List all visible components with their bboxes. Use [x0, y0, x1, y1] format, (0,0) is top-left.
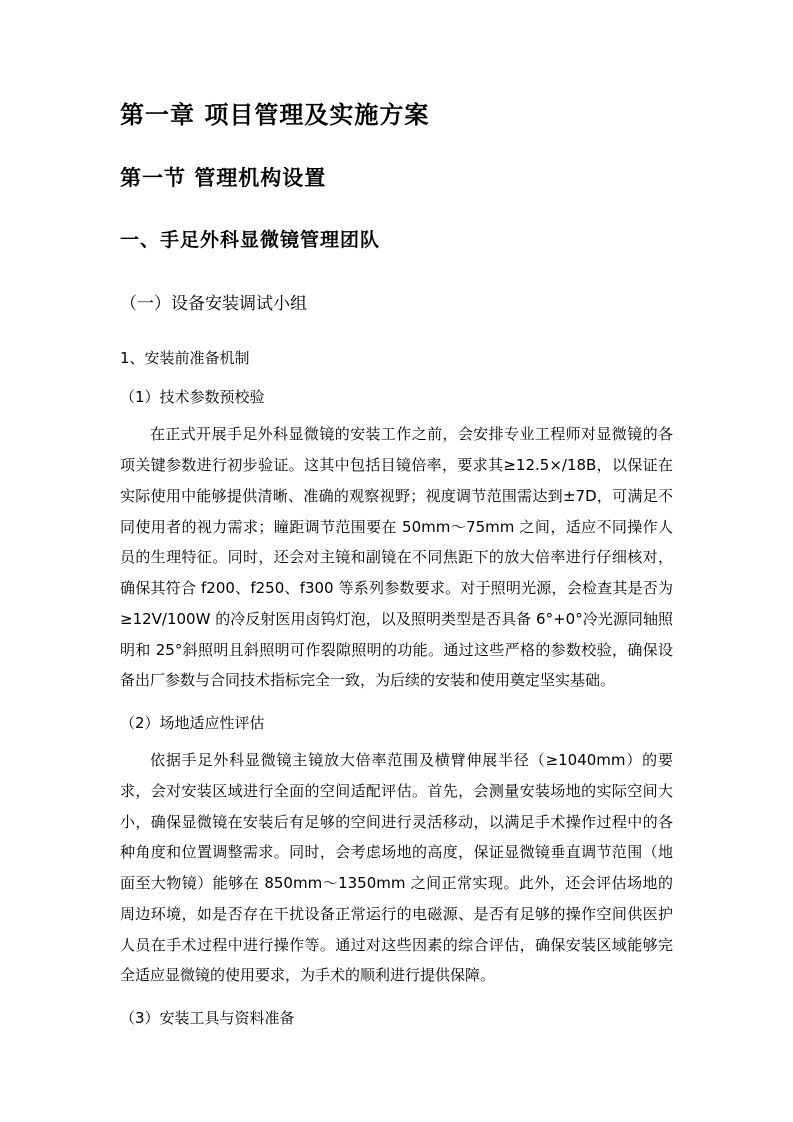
- paragraph-technical-parameters: 在正式开展手足外科显微镜的安装工作之前，会安排专业工程师对显微镜的各项关键参数进行初步验证。这其中包括目镜倍率，要求其≥12.5×/18B，以保证在实际使用中能够提供清晰、准确的观察视野；视度调节范围需达到±7D，可满足不同使用者的视力需求；瞳距调节范围要在 50mm～75mm 之间，适应不同操作人员的生理特征。同时，还会对主镜和副镜在不同焦距下的放大倍率进行仔细核对，确保其符合 f200、f250、f300 等系列参数要求。对于照明光源，会检查其是否为≥12V/100W 的冷反射医用卤钨灯泡，以及照明类型是否具备 6°+0°冷光源同轴照明和 25°斜照明且斜照明可作裂隙照明的功能。通过这些严格的参数校验，确保设备出厂参数与合同技术指标完全一致，为后续的安装和使用奠定坚实基础。: [120, 425, 673, 690]
- subsection-title: 一、手足外科显微镜管理团队: [120, 229, 381, 252]
- paragraph-site-assessment: 依据手足外科显微镜主镜放大倍率范围及横臂伸展半径（≥1040mm）的要求，会对安装区域进行全面的空间适配评估。首先，会测量安装场地的实际空间大小，确保显微镜在安装后有足够的空间进行灵活移动，以满足手术操作过程中的各种角度和位置调整需求。同时，会考虑场地的高度，保证显微镜垂直调节范围（地面至大物镜）能够在 850mm～1350mm 之间正常实现。此外，还会评估场地的周边环境，如是否存在干扰设备正常运行的电磁源、是否有足够的操作空间供医护人员在手术过程中进行操作等。通过对这些因素的综合评估，确保安装区域能够完全适应显微镜的使用要求，为手术的顺利进行提供保障。: [120, 751, 673, 985]
- point-3-title: （3）安装工具与资料准备: [120, 1009, 295, 1028]
- point-1-title: （1）技术参数预校验: [120, 388, 265, 407]
- point-2-title: （2）场地适应性评估: [120, 714, 265, 733]
- chapter-title: 第一章 项目管理及实施方案: [120, 101, 430, 129]
- section-title: 第一节 管理机构设置: [120, 166, 327, 191]
- group-title: （一）设备安装调试小组: [120, 294, 307, 315]
- item-1-title: 1、安装前准备机制: [120, 349, 250, 368]
